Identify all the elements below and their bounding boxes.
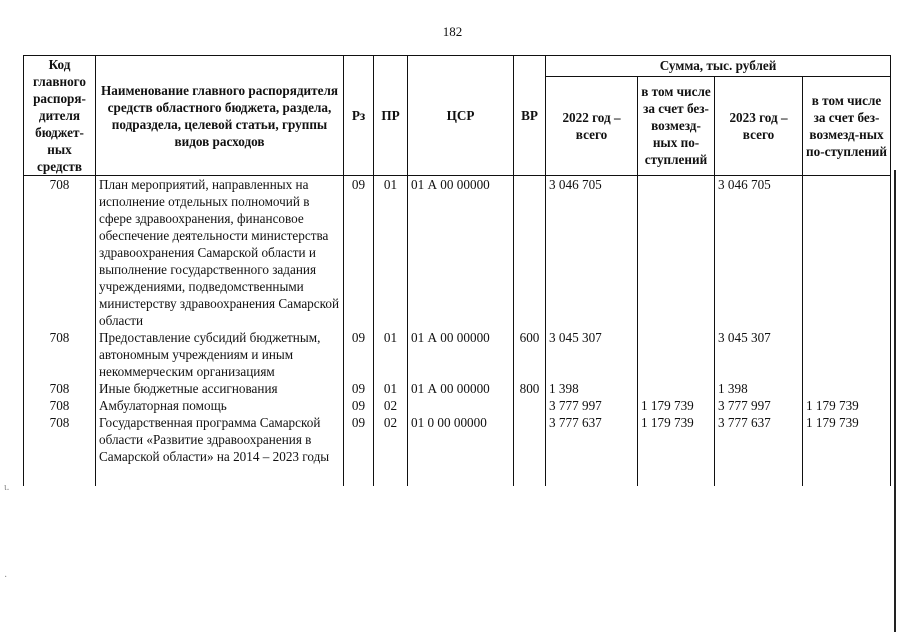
cell-pr: 01 <box>374 380 408 397</box>
cell-2023-free <box>803 176 891 330</box>
cell-rz: 09 <box>344 380 374 397</box>
cell-pr: 01 <box>374 329 408 380</box>
cell-2022-total: 3 045 307 <box>546 329 638 380</box>
table-row <box>24 397 891 414</box>
cell-code: 708 <box>24 176 96 330</box>
header-2023-total: 2023 год – всего <box>715 76 803 175</box>
cell-vr: 600 <box>514 329 546 380</box>
cell-2023-free: 1 179 739 <box>803 397 891 414</box>
cell-csr: 01 А 00 00000 <box>408 329 514 380</box>
cell-rz: 09 <box>344 176 374 330</box>
cell-2022-free: 1 179 739 <box>638 397 715 414</box>
cell-csr: 01 0 00 00000 <box>408 414 514 486</box>
cell-2022-total: 3 777 637 <box>546 414 638 486</box>
cell-2023-free: 1 179 739 <box>803 414 891 486</box>
cell-pr: 01 <box>374 176 408 330</box>
page-number: 182 <box>442 24 463 39</box>
cell-2023-total: 3 045 307 <box>715 329 803 380</box>
cell-code: 708 <box>24 397 96 414</box>
cell-2023-total: 3 777 997 <box>715 397 803 414</box>
header-vr: ВР <box>514 56 546 176</box>
header-rz: Рз <box>344 56 374 176</box>
cell-name: Иные бюджетные ассигнования <box>96 380 344 397</box>
cell-name: Предоставление субсидий бюджетным, автономным учреждениям и иным некоммерческим организациям <box>96 329 344 380</box>
cell-csr: 01 А 00 00000 <box>408 176 514 330</box>
header-row-1 <box>24 56 891 77</box>
cell-csr: 01 А 00 00000 <box>408 380 514 397</box>
header-pr: ПР <box>374 56 408 176</box>
table-row <box>24 329 891 380</box>
table-row <box>24 414 891 486</box>
header-csr: ЦСР <box>408 56 514 176</box>
cell-2023-free <box>803 380 891 397</box>
cell-2023-total: 3 777 637 <box>715 414 803 486</box>
budget-table <box>23 55 891 486</box>
table-row <box>24 380 891 397</box>
cell-2022-total: 1 398 <box>546 380 638 397</box>
cell-rz: 09 <box>344 329 374 380</box>
cell-csr <box>408 397 514 414</box>
cell-name: Государственная программа Самарской области «Развитие здравоохранения в Самарской области» на 2014 – 2023 годы <box>96 414 344 486</box>
header-2022-free: в том числе за счет без-возмезд-ных по-ступлений <box>638 76 715 175</box>
cell-pr: 02 <box>374 414 408 486</box>
cell-name: План мероприятий, направленных на исполнение отдельных полномочий в сфере здравоохранения, финансовое обеспечение деятельности министерства здравоохранения Самарской области и выполнение государственного задания учреждениями, подведомственными министерству здравоохранения Самарской области <box>96 176 344 330</box>
header-2022-total: 2022 год – всего <box>546 76 638 175</box>
cell-rz: 09 <box>344 414 374 486</box>
cell-2023-total: 1 398 <box>715 380 803 397</box>
cell-2022-free: 1 179 739 <box>638 414 715 486</box>
cell-code: 708 <box>24 414 96 486</box>
cell-code: 708 <box>24 329 96 380</box>
cell-name: Амбулаторная помощь <box>96 397 344 414</box>
header-name: Наименование главного распорядителя средств областного бюджета, раздела, подраздела, целевой статьи, группы видов расходов <box>96 56 344 176</box>
cell-vr: 800 <box>514 380 546 397</box>
header-sum-group: Сумма, тыс. рублей <box>546 56 891 77</box>
cell-vr <box>514 397 546 414</box>
cell-2022-total: 3 777 997 <box>546 397 638 414</box>
cell-vr <box>514 176 546 330</box>
header-code: Код главного распоря-дителя бюджет-ных средств <box>24 56 96 176</box>
table-row <box>24 176 891 330</box>
page-edge-line <box>894 170 896 632</box>
cell-2022-free <box>638 176 715 330</box>
cell-2023-free <box>803 329 891 380</box>
cell-pr: 02 <box>374 397 408 414</box>
header-2023-free: в том числе за счет без-возмезд-ных по-ступлений <box>803 76 891 175</box>
cell-rz: 09 <box>344 397 374 414</box>
cell-2022-free <box>638 380 715 397</box>
cell-code: 708 <box>24 380 96 397</box>
cell-2022-total: 3 046 705 <box>546 176 638 330</box>
cell-vr <box>514 414 546 486</box>
scan-artifact: ι. <box>4 482 10 493</box>
cell-2022-free <box>638 329 715 380</box>
cell-2023-total: 3 046 705 <box>715 176 803 330</box>
scan-artifact: · <box>4 572 8 583</box>
